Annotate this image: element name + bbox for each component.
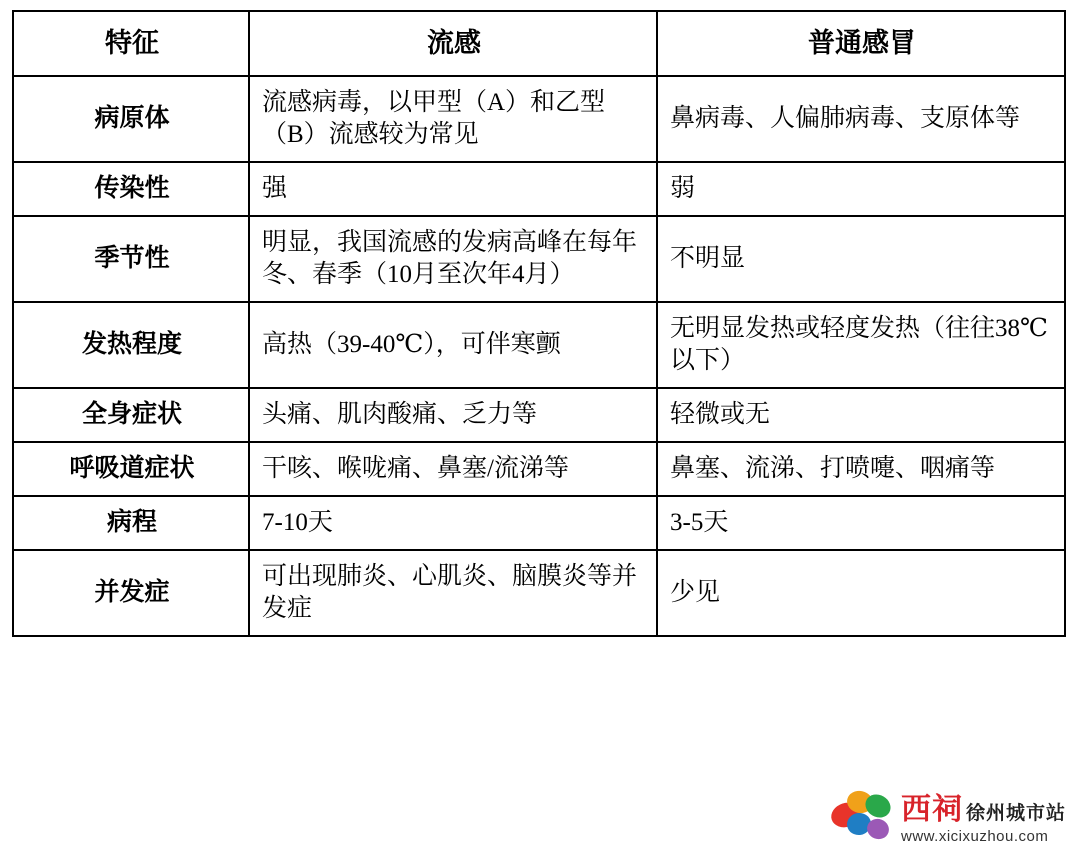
flu-vs-cold-comparison-table [12, 10, 1066, 637]
row-feature-label: 呼吸道症状 [13, 442, 249, 496]
row-feature-label: 病原体 [13, 76, 249, 162]
table-row [13, 442, 1065, 496]
row-cold-value: 不明显 [657, 216, 1065, 302]
table-row [13, 76, 1065, 162]
table-row [13, 216, 1065, 302]
row-feature-label: 季节性 [13, 216, 249, 302]
row-feature-label: 病程 [13, 496, 249, 550]
row-cold-value: 鼻病毒、人偏肺病毒、支原体等 [657, 76, 1065, 162]
column-header-feature: 特征 [13, 11, 249, 76]
site-watermark [831, 791, 1066, 847]
row-flu-value: 强 [249, 162, 657, 216]
row-cold-value: 弱 [657, 162, 1065, 216]
watermark-url: www.xicixuzhou.com [900, 827, 1049, 845]
row-feature-label: 并发症 [13, 550, 249, 636]
row-cold-value: 鼻塞、流涕、打喷嚏、咽痛等 [657, 442, 1065, 496]
flower-logo-icon [831, 791, 893, 847]
column-header-flu: 流感 [249, 11, 657, 76]
watermark-text [900, 792, 1066, 845]
row-flu-value: 高热（39-40℃），可伴寒颤 [249, 302, 657, 388]
watermark-brand-sub: 徐州城市站 [965, 802, 1066, 824]
row-flu-value: 头痛、肌肉酸痛、乏力等 [249, 388, 657, 442]
row-feature-label: 全身症状 [13, 388, 249, 442]
row-flu-value: 流感病毒，以甲型（A）和乙型（B）流感较为常见 [249, 76, 657, 162]
row-feature-label: 传染性 [13, 162, 249, 216]
watermark-brand-name: 西祠 [900, 792, 963, 826]
row-feature-label: 发热程度 [13, 302, 249, 388]
watermark-brand [900, 792, 1066, 826]
row-flu-value: 明显，我国流感的发病高峰在每年冬、春季（10月至次年4月） [249, 216, 657, 302]
row-flu-value: 干咳、喉咙痛、鼻塞/流涕等 [249, 442, 657, 496]
table-row [13, 388, 1065, 442]
row-cold-value: 少见 [657, 550, 1065, 636]
table-row [13, 496, 1065, 550]
table-row [13, 550, 1065, 636]
row-flu-value: 可出现肺炎、心肌炎、脑膜炎等并发症 [249, 550, 657, 636]
column-header-cold: 普通感冒 [657, 11, 1065, 76]
table-header-row [13, 11, 1065, 76]
row-cold-value: 无明显发热或轻度发热（往往38℃以下） [657, 302, 1065, 388]
row-flu-value: 7-10天 [249, 496, 657, 550]
row-cold-value: 3-5天 [657, 496, 1065, 550]
table-row [13, 302, 1065, 388]
table-row [13, 162, 1065, 216]
document-page [0, 10, 1080, 853]
row-cold-value: 轻微或无 [657, 388, 1065, 442]
